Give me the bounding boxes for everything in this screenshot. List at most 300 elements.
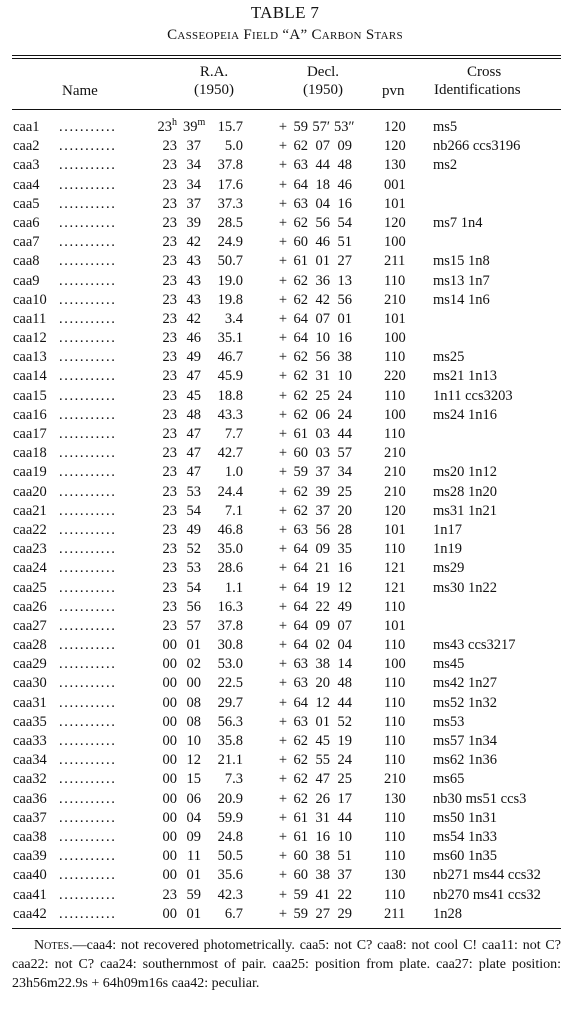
pvn-code: 211 (384, 253, 406, 270)
star-name: caa9 (13, 272, 40, 289)
ra-hours: 00 (162, 733, 177, 749)
ra-minutes: 42 (186, 234, 201, 251)
table-row (0, 483, 570, 502)
decl-sign: + (278, 733, 288, 749)
table-row (0, 463, 570, 482)
table-row (0, 272, 570, 291)
decl-degrees: 64 (293, 617, 308, 634)
star-name: caa10 (13, 291, 47, 308)
ra-minutes: 54 (186, 579, 201, 596)
ra-hours: 23 (162, 387, 177, 404)
decl-degrees: 60 (293, 848, 308, 865)
cross-identifications: nb266 ccs3196 (433, 138, 521, 155)
decl-arcmin-unit: ′ (326, 119, 330, 135)
decl-degrees: 64 (293, 694, 308, 711)
leader-dots: ........... (59, 598, 117, 615)
ra-seconds: 42.7 (217, 445, 243, 462)
cross-identifications: 1n11 ccs3203 (433, 387, 513, 404)
star-name: caa25 (13, 579, 47, 596)
pvn-code: 120 (384, 502, 406, 519)
table-body (0, 118, 570, 924)
pvn-code: 101 (384, 310, 406, 327)
cross-identifications: ms29 (433, 560, 465, 577)
decl-degrees: 64 (293, 598, 308, 615)
table-row (0, 636, 570, 655)
ra-hours: 23 (162, 579, 177, 596)
pvn-code: 110 (384, 848, 406, 865)
decl-arcmin: 03 (315, 426, 330, 442)
decl-arcsec: 44 (337, 809, 352, 826)
ra-hours: 23 (162, 464, 177, 481)
ra-hours: 23 (162, 291, 177, 308)
cross-identifications: ms60 1n35 (433, 848, 498, 865)
pvn-code: 110 (384, 733, 406, 749)
ra-minutes: 57 (186, 617, 201, 634)
decl-sign: + (278, 579, 288, 596)
decl-sign: + (278, 310, 288, 327)
decl-arcmin: 38 (315, 656, 330, 673)
star-name: caa38 (13, 828, 47, 845)
ra-minutes: 42 (186, 310, 201, 327)
table-row (0, 137, 570, 156)
notes-text: —caa4: not recovered photometrically. caa5: not C? caa8: not cool C! caa11: not C? caa22: not C? caa24: southernmost of pair. caa25: position from plate. caa27: plate position: 23h56m22.9s + 64h09m16s caa42: peculiar. (12, 938, 561, 991)
ra-minutes: 02 (186, 656, 201, 673)
decl-arcsec: 28 (337, 521, 352, 538)
ra-seconds: 5.0 (224, 138, 243, 155)
pvn-code: 100 (384, 234, 406, 251)
star-name: caa20 (13, 483, 47, 500)
pvn-code: 130 (384, 790, 406, 807)
decl-degrees: 61 (293, 253, 308, 270)
ra-minutes: 53 (186, 483, 201, 500)
ra-minutes: 01 (186, 905, 201, 922)
decl-arcsec: 44 (337, 426, 352, 442)
decl-sign: + (278, 464, 288, 481)
pvn-code: 110 (384, 541, 406, 558)
pvn-code: 110 (384, 809, 406, 826)
ra-minutes: 59 (186, 886, 201, 903)
star-name: caa42 (13, 905, 47, 922)
leader-dots: ........... (59, 291, 117, 308)
pvn-code: 110 (384, 752, 406, 769)
pvn-code: 130 (384, 867, 406, 884)
leader-dots: ........... (59, 771, 117, 788)
ra-minutes: 01 (186, 637, 201, 654)
decl-degrees: 60 (293, 867, 308, 884)
decl-arcsec: 27 (337, 253, 352, 270)
star-name: caa13 (13, 349, 47, 366)
decl-arcmin: 10 (315, 330, 330, 347)
ra-seconds: 35.0 (217, 541, 243, 558)
decl-degrees: 63 (293, 195, 308, 212)
leader-dots: ........... (59, 119, 117, 135)
header-cross-identifications: Cross Identifications (434, 64, 521, 98)
decl-arcsec: 48 (337, 675, 352, 692)
decl-sign: + (278, 886, 288, 903)
ra-hours: 23 (162, 617, 177, 634)
decl-degrees: 64 (293, 560, 308, 577)
table-row (0, 905, 570, 924)
table-row (0, 674, 570, 693)
ra-minutes: 43 (186, 253, 201, 270)
cross-identifications: 1n28 (433, 905, 462, 922)
cross-identifications: ms65 (433, 771, 465, 788)
decl-sign: + (278, 809, 288, 826)
leader-dots: ........... (59, 502, 117, 519)
top-rule (12, 55, 561, 56)
leader-dots: ........... (59, 138, 117, 155)
leader-dots: ........... (59, 176, 117, 193)
star-name: caa28 (13, 637, 47, 654)
cross-identifications: ms25 (433, 349, 465, 366)
decl-degrees: 64 (293, 579, 308, 596)
star-name: caa33 (13, 733, 47, 749)
ra-minutes: 00 (186, 675, 201, 692)
leader-dots: ........... (59, 521, 117, 538)
table-caption: Casseopeia Field “A” Carbon Stars (167, 27, 403, 43)
ra-seconds: 35.6 (217, 867, 243, 884)
table-row (0, 329, 570, 348)
decl-arcmin: 18 (315, 176, 330, 193)
table-row (0, 118, 570, 137)
decl-sign: + (278, 598, 288, 615)
decl-arcmin: 38 (315, 867, 330, 884)
ra-minutes: 37 (186, 195, 201, 212)
ra-seconds: 42.3 (217, 886, 243, 903)
decl-degrees: 61 (293, 426, 308, 442)
star-name: caa1 (13, 119, 40, 135)
ra-minutes: 49 (186, 521, 201, 538)
ra-minutes: 47 (186, 464, 201, 481)
ra-minutes: 37 (186, 138, 201, 155)
table-row (0, 195, 570, 214)
star-name: caa32 (13, 771, 47, 788)
star-name: caa11 (13, 310, 47, 327)
decl-sign: + (278, 253, 288, 270)
decl-arcsec: 10 (337, 828, 352, 845)
pvn-code: 120 (384, 119, 406, 135)
decl-degrees: 62 (293, 771, 308, 788)
decl-arcsec: 57 (337, 445, 352, 462)
decl-degrees: 62 (293, 138, 308, 155)
leader-dots: ........... (59, 828, 117, 845)
decl-arcmin: 45 (315, 733, 330, 749)
decl-sign: + (278, 445, 288, 462)
decl-arcmin: 46 (315, 234, 330, 251)
table-notes (12, 936, 561, 993)
table-row (0, 598, 570, 617)
ra-hours: 23$^h$ (157, 117, 177, 135)
decl-arcsec: 20 (337, 502, 352, 519)
decl-arcmin: 26 (315, 790, 330, 807)
ra-minutes: 46 (186, 330, 201, 347)
ra-seconds: 7.7 (224, 426, 243, 442)
decl-sign: + (278, 272, 288, 289)
ra-seconds: 24.4 (217, 483, 243, 500)
pvn-code: 110 (384, 637, 406, 654)
ra-hours: 23 (162, 541, 177, 558)
cross-identifications: ms50 1n31 (433, 809, 498, 826)
decl-degrees: 62 (293, 214, 308, 231)
star-name: caa39 (13, 848, 47, 865)
ra-hours: 23 (162, 368, 177, 385)
ra-minutes: 08 (186, 713, 201, 730)
decl-sign: + (278, 349, 288, 366)
leader-dots: ........... (59, 253, 117, 270)
decl-arcmin: 03 (315, 445, 330, 462)
star-name: caa37 (13, 809, 47, 826)
decl-sign: + (278, 521, 288, 538)
ra-hours: 00 (162, 867, 177, 884)
table-row (0, 617, 570, 636)
ra-seconds: 35.8 (217, 733, 243, 749)
decl-arcsec: 56 (337, 291, 352, 308)
decl-arcmin: 56 (315, 349, 330, 366)
table-row (0, 770, 570, 789)
ra-minutes: 04 (186, 809, 201, 826)
decl-arcmin: 56 (315, 214, 330, 231)
decl-arcmin: 57′ (312, 119, 330, 135)
decl-arcmin: 44 (315, 157, 330, 174)
decl-arcmin: 38 (315, 848, 330, 865)
ra-hours: 00 (162, 905, 177, 922)
ra-minutes: 43 (186, 291, 201, 308)
pvn-code: 110 (384, 886, 406, 903)
pvn-code: 110 (384, 675, 406, 692)
ra-seconds: 28.6 (217, 560, 243, 577)
ra-seconds: 21.1 (217, 752, 243, 769)
pvn-code: 100 (384, 406, 406, 423)
decl-arcsec: 25 (337, 483, 352, 500)
decl-arcmin: 37 (315, 502, 330, 519)
decl-degrees: 63 (293, 521, 308, 538)
ra-minutes: 53 (186, 560, 201, 577)
header-name: Name (62, 83, 98, 99)
decl-degrees: 60 (293, 234, 308, 251)
decl-sign: + (278, 214, 288, 231)
ra-hours: 00 (162, 752, 177, 769)
decl-arcsec: 22 (337, 886, 352, 903)
decl-arcmin: 19 (315, 579, 330, 596)
star-name: caa4 (13, 176, 40, 193)
decl-sign: + (278, 368, 288, 385)
ra-seconds: 6.7 (224, 905, 243, 922)
decl-arcsec: 24 (337, 752, 352, 769)
cross-identifications: ms43 ccs3217 (433, 637, 516, 654)
decl-sign: + (278, 176, 288, 193)
decl-arcsec: 51 (337, 848, 352, 865)
table-row (0, 540, 570, 559)
decl-arcsec: 12 (337, 579, 352, 596)
decl-sign: + (278, 713, 288, 730)
decl-arcmin: 39 (315, 483, 330, 500)
decl-sign: + (278, 617, 288, 634)
cross-identifications: ms45 (433, 656, 465, 673)
ra-seconds: 37.8 (217, 157, 243, 174)
decl-sign: + (278, 694, 288, 711)
decl-sign: + (278, 234, 288, 251)
star-name: caa22 (13, 521, 47, 538)
decl-sign: + (278, 195, 288, 212)
ra-seconds: 56.3 (217, 713, 243, 730)
cross-identifications: nb270 ms41 ccs32 (433, 886, 541, 903)
ra-seconds: 43.3 (217, 406, 243, 423)
header-pvn: pvn (382, 83, 405, 99)
pvn-code: 110 (384, 387, 406, 404)
ra-hours: 00 (162, 790, 177, 807)
leader-dots: ........... (59, 617, 117, 634)
pvn-code: 210 (384, 464, 406, 481)
star-name: caa5 (13, 195, 40, 212)
decl-arcmin: 41 (315, 886, 330, 903)
cross-identifications: 1n17 (433, 521, 462, 538)
ra-seconds: 37.8 (217, 617, 243, 634)
decl-sign: + (278, 867, 288, 884)
table-label: TABLE 7 (250, 3, 320, 22)
star-name: caa21 (13, 502, 47, 519)
decl-degrees: 59 (293, 886, 308, 903)
cross-identifications: ms53 (433, 713, 465, 730)
leader-dots: ........... (59, 272, 117, 289)
decl-arcsec: 25 (337, 771, 352, 788)
star-name: caa40 (13, 867, 47, 884)
decl-sign: + (278, 541, 288, 558)
decl-sign: + (278, 291, 288, 308)
pvn-code: 120 (384, 214, 406, 231)
ra-seconds: 28.5 (217, 214, 243, 231)
decl-arcsec: 10 (337, 368, 352, 385)
ra-seconds: 59.9 (217, 809, 243, 826)
decl-sign: + (278, 771, 288, 788)
leader-dots: ........... (59, 310, 117, 327)
decl-degrees: 62 (293, 368, 308, 385)
ra-minutes: 56 (186, 598, 201, 615)
ra-hours: 23 (162, 560, 177, 577)
ra-seconds: 37.3 (217, 195, 243, 212)
ra-hours: 23 (162, 598, 177, 615)
decl-degrees: 59 (293, 905, 308, 922)
notes-label: Notes. (34, 938, 73, 953)
table-row (0, 828, 570, 847)
decl-arcsec: 16 (337, 560, 352, 577)
decl-degrees: 64 (293, 310, 308, 327)
decl-sign: + (278, 330, 288, 347)
table-row (0, 310, 570, 329)
table-row (0, 521, 570, 540)
decl-degrees: 60 (293, 445, 308, 462)
cross-identifications: ms54 1n33 (433, 828, 498, 845)
leader-dots: ........... (59, 790, 117, 807)
pvn-code: 101 (384, 521, 406, 538)
decl-arcmin: 36 (315, 272, 330, 289)
ra-hours: 23 (162, 521, 177, 538)
table-row (0, 790, 570, 809)
ra-hours: 23 (162, 330, 177, 347)
pvn-code: 100 (384, 330, 406, 347)
ra-minutes: 47 (186, 368, 201, 385)
ra-minutes: 15 (186, 771, 201, 788)
ra-minutes: 47 (186, 445, 201, 462)
leader-dots: ........... (59, 368, 117, 385)
ra-hours: 23 (162, 310, 177, 327)
leader-dots: ........... (59, 675, 117, 692)
header-decl: Decl. (1950) (303, 64, 343, 98)
decl-arcsec: 16 (337, 195, 352, 212)
table-row (0, 252, 570, 271)
decl-arcmin: 06 (315, 406, 330, 423)
table-row (0, 559, 570, 578)
cross-identifications: ms30 1n22 (433, 579, 498, 596)
star-name: caa3 (13, 157, 40, 174)
table-row (0, 233, 570, 252)
pvn-code: 211 (384, 905, 406, 922)
ra-minutes: 34 (186, 176, 201, 193)
star-name: caa30 (13, 675, 47, 692)
pvn-code: 001 (384, 176, 406, 193)
decl-arcmin: 31 (315, 809, 330, 826)
decl-degrees: 62 (293, 387, 308, 404)
decl-degrees: 63 (293, 675, 308, 692)
ra-hours: 00 (162, 848, 177, 865)
pvn-code: 220 (384, 368, 406, 385)
decl-arcmin: 04 (315, 195, 330, 212)
leader-dots: ........... (59, 752, 117, 769)
ra-seconds: 16.3 (217, 598, 243, 615)
decl-sign: + (278, 138, 288, 155)
decl-sign: + (278, 560, 288, 577)
decl-arcmin: 55 (315, 752, 330, 769)
decl-arcmin: 01 (315, 713, 330, 730)
star-name: caa14 (13, 368, 47, 385)
star-name: caa29 (13, 656, 47, 673)
decl-arcsec: 24 (337, 406, 352, 423)
pvn-code: 210 (384, 771, 406, 788)
decl-arcmin: 16 (315, 828, 330, 845)
star-name: caa23 (13, 541, 47, 558)
decl-sign: + (278, 637, 288, 654)
star-name: caa6 (13, 214, 40, 231)
ra-seconds: 18.8 (217, 387, 243, 404)
bottom-rule (12, 928, 561, 929)
leader-dots: ........... (59, 426, 117, 442)
table-row (0, 866, 570, 885)
cross-identifications: ms42 1n27 (433, 675, 498, 692)
header-ra: R.A. (1950) (194, 64, 234, 98)
pvn-code: 101 (384, 617, 406, 634)
decl-degrees: 62 (293, 406, 308, 423)
table-row (0, 694, 570, 713)
ra-seconds: 45.9 (217, 368, 243, 385)
leader-dots: ........... (59, 579, 117, 596)
star-name: caa26 (13, 598, 47, 615)
decl-arcmin: 20 (315, 675, 330, 692)
decl-arcsec: 46 (337, 176, 352, 193)
table-row (0, 367, 570, 386)
decl-degrees: 59 (293, 464, 308, 481)
ra-minutes: 12 (186, 752, 201, 769)
leader-dots: ........... (59, 157, 117, 174)
pvn-code: 210 (384, 483, 406, 500)
leader-dots: ........... (59, 195, 117, 212)
pvn-code: 110 (384, 694, 406, 711)
ra-seconds: 22.5 (217, 675, 243, 692)
leader-dots: ........... (59, 637, 117, 654)
decl-degrees: 63 (293, 157, 308, 174)
decl-degrees: 62 (293, 752, 308, 769)
ra-hours: 00 (162, 771, 177, 788)
ra-hours: 23 (162, 886, 177, 903)
ra-seconds: 1.1 (224, 579, 243, 596)
